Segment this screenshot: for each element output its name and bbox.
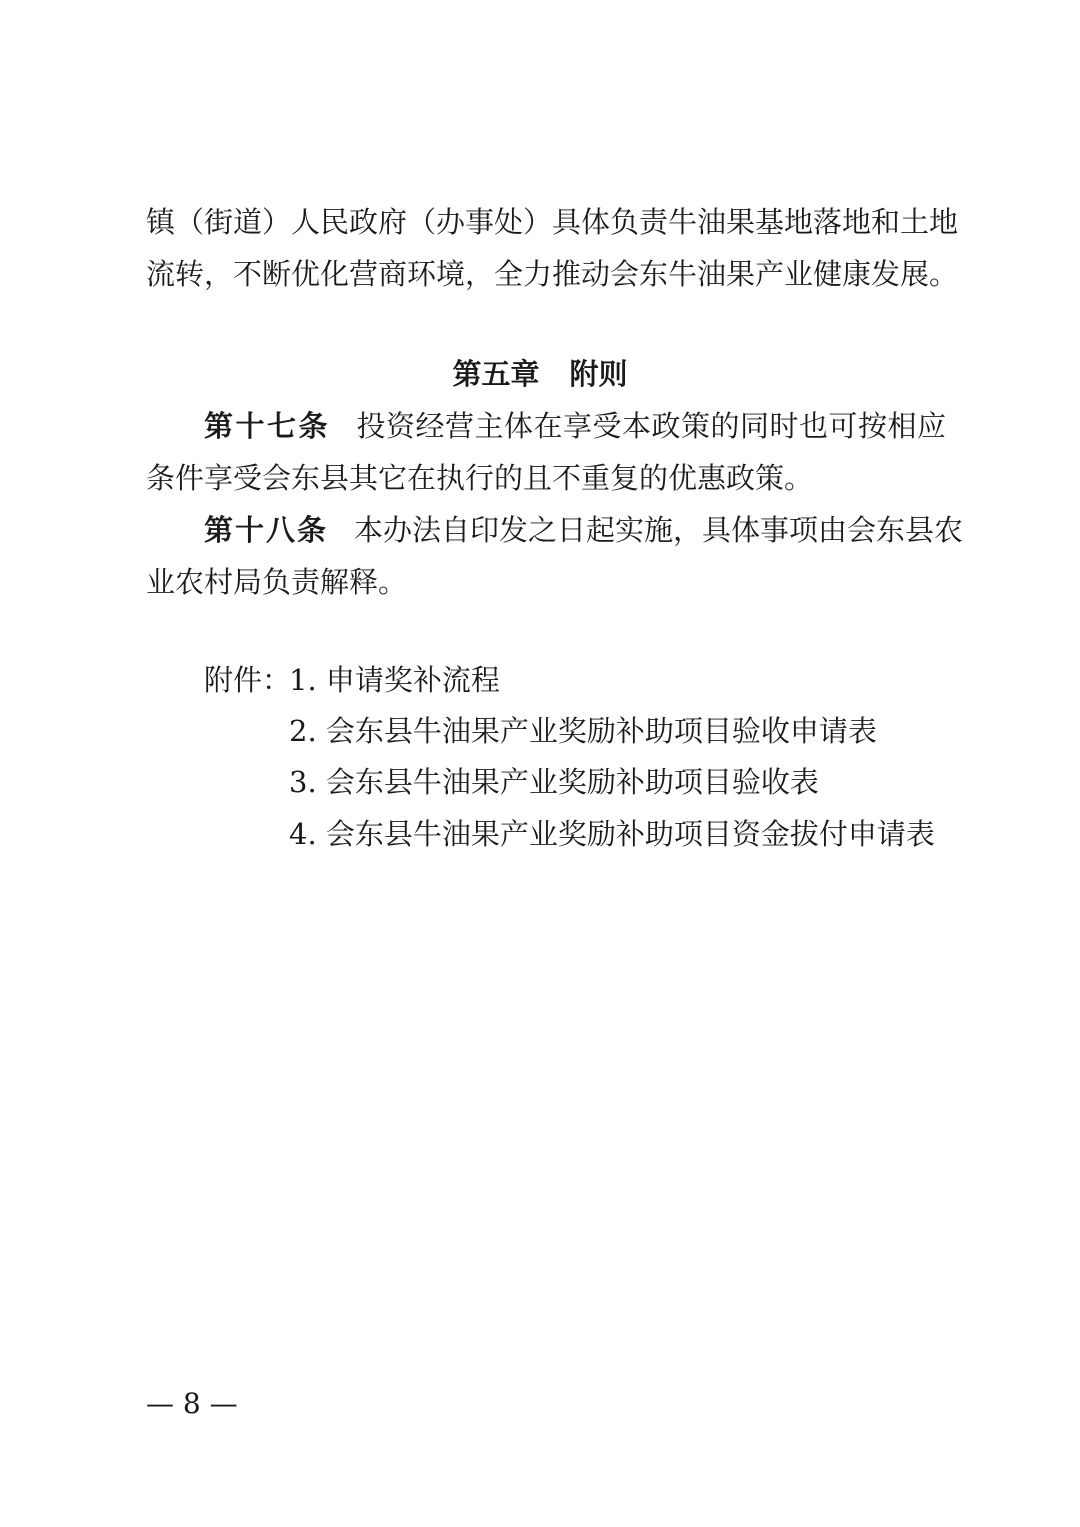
attachment-item: 1. 申请奖补流程 bbox=[289, 663, 500, 697]
paragraph-line: 流转，不断优化营商环境，全力推动会东牛油果产业健康发展。 bbox=[146, 257, 959, 291]
attachment-item: 2. 会东县牛油果产业奖励补助项目验收申请表 bbox=[289, 714, 877, 748]
paragraph-line: 镇（街道）人民政府（办事处）具体负责牛油果基地落地和土地 bbox=[146, 205, 959, 239]
article-17-line2: 条件享受会东县其它在执行的且不重复的优惠政策。 bbox=[146, 461, 814, 495]
article-17-text: 投资经营主体在享受本政策的同时也可按相应 bbox=[356, 409, 946, 443]
chapter-heading bbox=[0, 354, 1080, 394]
article-18-line2: 业农村局负责解释。 bbox=[146, 565, 408, 599]
chapter-title: 附则 bbox=[569, 357, 628, 391]
article-18-label: 第十八条 bbox=[204, 513, 329, 547]
article-18-text: 本办法自印发之日起实施，具体事项由会东县农 bbox=[354, 513, 964, 547]
article-17-label: 第十七条 bbox=[204, 409, 330, 443]
article-17-line bbox=[204, 406, 946, 446]
attachment-item: 3. 会东县牛油果产业奖励补助项目验收表 bbox=[289, 765, 819, 799]
article-18-line bbox=[204, 510, 964, 550]
attachment-item: 4. 会东县牛油果产业奖励补助项目资金拔付申请表 bbox=[289, 817, 935, 851]
attachments-label: 附件： bbox=[204, 663, 292, 697]
page-number: — 8 — bbox=[146, 1387, 238, 1420]
chapter-number: 第五章 bbox=[452, 357, 540, 391]
